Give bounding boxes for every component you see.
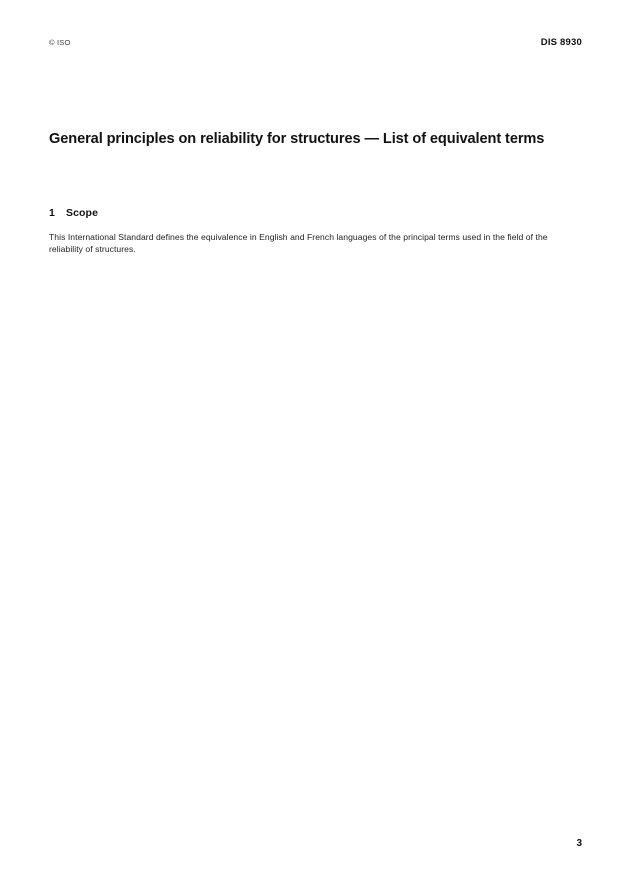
document-reference: DIS 8930 xyxy=(540,37,582,48)
section-number: 1 xyxy=(49,207,55,219)
page-title: General principles on reliability for structures — List of equivalent terms xyxy=(49,131,545,147)
section-heading-scope xyxy=(49,207,583,219)
page-number: 3 xyxy=(576,838,582,849)
section-paragraph: This International Standard defines the equivalence in English and French languages of the principal terms used in the field of the reliability of structures. xyxy=(49,232,548,255)
section-scope xyxy=(49,207,583,255)
copyright-notice: © ISO xyxy=(49,38,71,47)
running-footer xyxy=(49,838,582,849)
document-body xyxy=(49,130,583,255)
running-header xyxy=(49,37,582,51)
section-title: Scope xyxy=(66,207,99,219)
